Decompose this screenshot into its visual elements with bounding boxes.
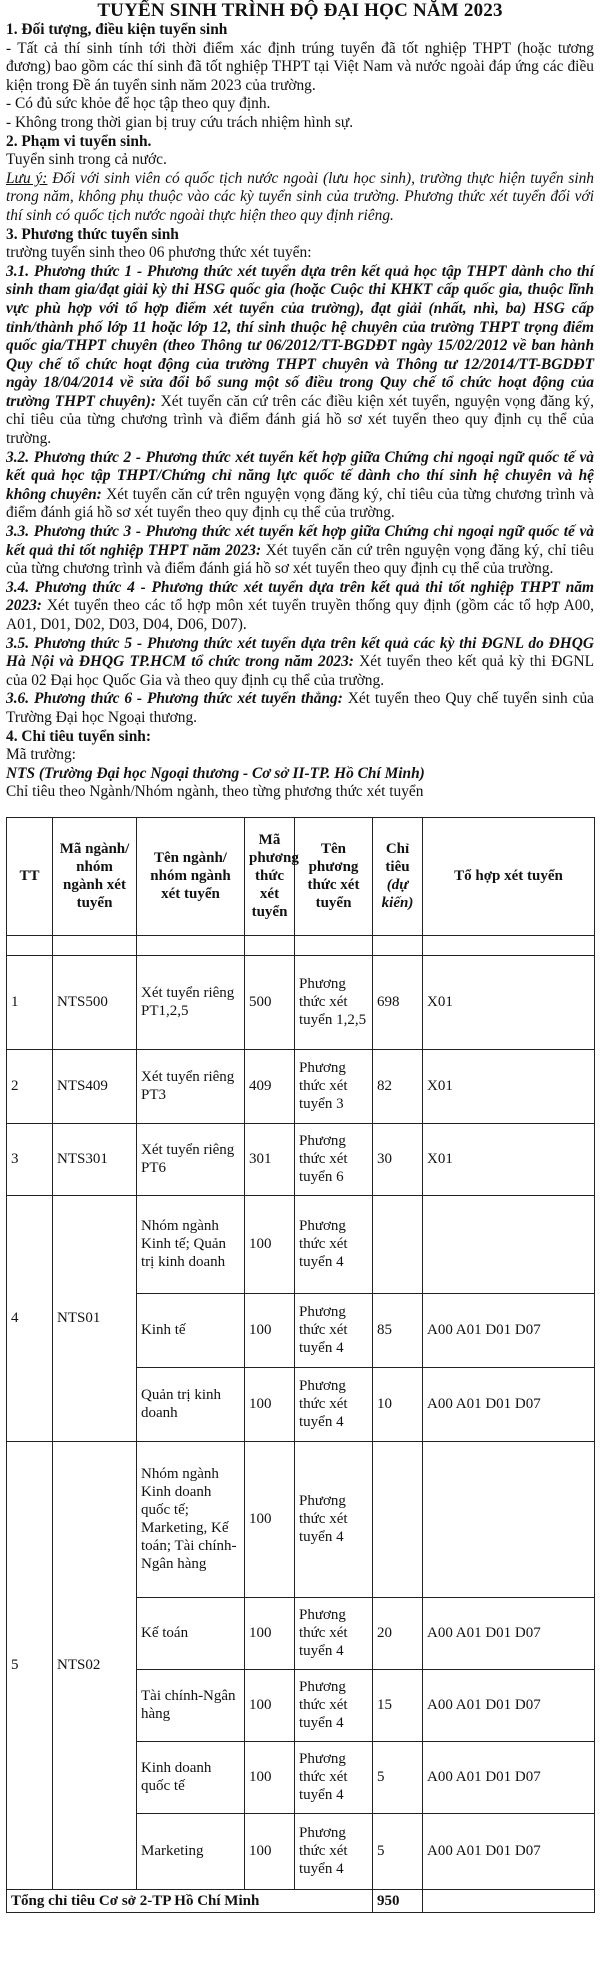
cell-major-name: Kinh doanh quốc tế [137, 1741, 245, 1813]
cell-method-code: 100 [245, 1367, 295, 1441]
cell-quota: 82 [373, 1049, 423, 1123]
table-spacer-row [7, 935, 595, 955]
section-3-heading: 3. Phương thức tuyển sinh [6, 225, 179, 243]
section-2-note [6, 170, 594, 226]
method-4 [6, 579, 594, 635]
cell-tt: 2 [7, 1049, 53, 1123]
cell-method-code: 100 [245, 1293, 295, 1367]
cell-quota: 20 [373, 1597, 423, 1669]
cell-major-name: Nhóm ngành Kinh doanh quốc tế; Marketing, Kế toán; Tài chính-Ngân hàng [137, 1441, 245, 1597]
cell-combination: A00 A01 D01 D07 [423, 1597, 595, 1669]
method-4-text: Xét tuyển theo các tổ hợp môn xét tuyển truyền thống quy định (gồm các tổ hợp A00, A01, D01, D02, D03, D04, D06, D07). [6, 597, 594, 633]
table-total-row [7, 1889, 595, 1912]
method-1-text: Xét tuyển căn cứ trên các điều kiện xét tuyển, nguyện vọng đăng ký, chỉ tiêu của từng chương trình và điểm đánh giá hồ sơ xét tuyển theo quy định cụ thể của trường. [6, 392, 594, 448]
method-5-text: Xét tuyển theo kết quả kỳ thi ĐGNL của 02 Đại học Quốc Gia và theo quy định cụ thể của trường. [6, 653, 594, 689]
cell-quota: 15 [373, 1669, 423, 1741]
cell-method-code: 301 [245, 1123, 295, 1195]
cell-tt: 1 [7, 955, 53, 1049]
cell-tt: 5 [7, 1441, 53, 1889]
cell-method-name: Phương thức xét tuyển 6 [295, 1123, 373, 1195]
cell-major-code: NTS301 [53, 1123, 137, 1195]
section-1-paragraph-1: - Tất cả thí sinh tính tới thời điểm xác định trúng tuyển đã tốt nghiệp THPT (hoặc tương đương) bao gồm các thí sinh đã tốt nghiệp THPT tại Việt Nam và nước ngoài đáp ứng các điều kiện trong Đề án tuyển sinh năm 2023 của trường. [6, 39, 594, 94]
header-quota-sub: (dự kiến) [381, 877, 414, 912]
cell-method-name: Phương thức xét tuyển 3 [295, 1049, 373, 1123]
cell-method-name: Phương thức xét tuyển 4 [295, 1669, 373, 1741]
table-row-group [7, 1441, 595, 1597]
header-method-name: Tên phương thức xét tuyển [295, 817, 373, 935]
header-combination: Tổ hợp xét tuyển [423, 817, 595, 935]
cell-major-name: Kế toán [137, 1597, 245, 1669]
table-row [7, 955, 595, 1049]
cell-quota: 5 [373, 1741, 423, 1813]
cell-quota [373, 1441, 423, 1597]
cell-method-code: 100 [245, 1813, 295, 1889]
cell-method-code: 500 [245, 955, 295, 1049]
cell-method-name: Phương thức xét tuyển 4 [295, 1813, 373, 1889]
method-5-title: 3.5. Phương thức 5 - Phương thức xét tuyển dựa trên kết quả các kỳ thi ĐGNL do ĐHQG Hà Nội và ĐHQG TP.HCM tổ chức trong năm 2023: [6, 634, 594, 671]
section-1-heading: 1. Đối tượng, điều kiện tuyển sinh [6, 21, 228, 38]
cell-method-code: 100 [245, 1195, 295, 1293]
cell-method-code: 100 [245, 1597, 295, 1669]
method-6-title: 3.6. Phương thức 6 - Phương thức xét tuyển thẳng: [6, 690, 343, 708]
method-2-title: 3.2. Phương thức 2 - Phương thức xét tuyển kết hợp giữa Chứng chỉ ngoại ngữ quốc tế và kết quả học tập THPT/Chứng chỉ năng lực quốc tế dành cho thí sinh hệ chuyên và hệ không chuyên: [6, 448, 594, 503]
cell-major-code: NTS01 [53, 1195, 137, 1441]
cell-major-code: NTS500 [53, 955, 137, 1049]
cell-method-code: 100 [245, 1669, 295, 1741]
cell-combination: A00 A01 D01 D07 [423, 1741, 595, 1813]
method-4-title: 3.4. Phương thức 4 - Phương thức xét tuyển dựa trên kết quả thi tốt nghiệp THPT năm 2023: [6, 578, 594, 615]
cell-quota: 85 [373, 1293, 423, 1367]
cell-major-name: Marketing [137, 1813, 245, 1889]
method-3 [6, 523, 594, 579]
header-quota [373, 817, 423, 935]
campus-name: NTS (Trường Đại học Ngoại thương - Cơ sở II-TP. Hồ Chí Minh) [6, 764, 425, 782]
cell-combination: A00 A01 D01 D07 [423, 1813, 595, 1889]
total-empty-cell [423, 1889, 595, 1912]
header-major-code: Mã ngành/ nhóm ngành xét tuyển [53, 817, 137, 935]
method-3-text: Xét tuyển căn cứ trên nguyện vọng đăng ký, chỉ tiêu của từng chương trình và điểm đánh giá hồ sơ xét tuyển theo quy định cụ thể của trường. [6, 541, 594, 578]
cell-method-name: Phương thức xét tuyển 1,2,5 [295, 955, 373, 1049]
cell-combination: X01 [423, 1123, 595, 1195]
quota-table [6, 817, 595, 1913]
total-label: Tổng chỉ tiêu Cơ sở 2-TP Hồ Chí Minh [7, 1889, 373, 1912]
total-value: 950 [373, 1889, 423, 1912]
table-row-group [7, 1195, 595, 1293]
header-major-name: Tên ngành/ nhóm ngành xét tuyển [137, 817, 245, 935]
table-row [7, 1049, 595, 1123]
cell-combination: A00 A01 D01 D07 [423, 1293, 595, 1367]
method-6 [6, 690, 594, 727]
cell-major-name: Xét tuyển riêng PT3 [137, 1049, 245, 1123]
cell-major-name: Quản trị kinh doanh [137, 1367, 245, 1441]
method-5 [6, 635, 594, 691]
cell-method-name: Phương thức xét tuyển 4 [295, 1597, 373, 1669]
table-header-row [7, 817, 595, 935]
section-1-paragraph-2: - Có đủ sức khỏe để học tập theo quy định. [6, 95, 271, 113]
table-row [7, 1123, 595, 1195]
method-1 [6, 263, 594, 449]
school-code-label: Mã trường: [6, 746, 76, 764]
cell-method-name: Phương thức xét tuyển 4 [295, 1293, 373, 1367]
section-2-paragraph-1: Tuyển sinh trong cả nước. [6, 151, 167, 169]
cell-combination: A00 A01 D01 D07 [423, 1669, 595, 1741]
method-1-title: 3.1. Phương thức 1 - Phương thức xét tuyển dựa trên kết quả học tập THPT dành cho thí sinh tham gia/đạt giải kỳ thi HSG quốc gia (hoặc Cuộc thi KHKT cấp quốc gia, thuộc lĩnh vực phù hợp với tổ hợp điểm xét tuyển của trường), đạt giải (nhất, nhì, ba) HSG cấp tỉnh/thành phố lớp 11 hoặc lớp 12, thí sinh thuộc hệ chuyên của trường THPT trọng điểm quốc gia/THPT chuyên (theo Thông tư 06/2012/TT-BGDĐT ngày 15/02/2012 về ban hành Quy chế tổ chức hoạt động của trường THPT chuyên và Thông tư 12/2014/TT-BGDĐT ngày 18/04/2014 về sửa đổi bổ sung một số điều trong Quy chế tổ chức hoạt động của trường THPT chuyên): [6, 262, 594, 410]
cell-tt: 3 [7, 1123, 53, 1195]
cell-quota [373, 1195, 423, 1293]
cell-method-code: 409 [245, 1049, 295, 1123]
cell-major-name: Tài chính-Ngân hàng [137, 1669, 245, 1741]
cell-method-name: Phương thức xét tuyển 4 [295, 1195, 373, 1293]
cell-major-name: Kinh tế [137, 1293, 245, 1367]
section-4-heading: 4. Chỉ tiêu tuyển sinh: [6, 727, 151, 745]
section-1-paragraph-3: - Không trong thời gian bị truy cứu trách nhiệm hình sự. [6, 113, 354, 131]
header-method-code: Mã phương thức xét tuyển [245, 817, 295, 935]
note-text: Đối với sinh viên có quốc tịch nước ngoài (lưu học sinh), trường thực hiện tuyển sinh trong năm, không phụ thuộc vào các kỳ tuyển sinh của trường. Phương thức xét tuyển đối với thí sinh có quốc tịch nước ngoài thực hiện theo quy định riêng. [6, 169, 594, 224]
page-title: TUYỂN SINH TRÌNH ĐỘ ĐẠI HỌC NĂM 2023 [97, 0, 503, 21]
cell-combination: A00 A01 D01 D07 [423, 1367, 595, 1441]
header-quota-main: Chỉ tiêu [385, 841, 410, 876]
cell-quota: 698 [373, 955, 423, 1049]
cell-combination [423, 1441, 595, 1597]
cell-combination: X01 [423, 1049, 595, 1123]
method-2-text: Xét tuyển căn cứ trên nguyện vọng đăng ký, chỉ tiêu của từng chương trình và điểm đánh giá hồ sơ xét tuyển theo quy định cụ thể của trường. [6, 485, 594, 522]
cell-method-name: Phương thức xét tuyển 4 [295, 1441, 373, 1597]
note-label: Lưu ý: [6, 169, 48, 187]
cell-quota: 30 [373, 1123, 423, 1195]
header-tt: TT [7, 817, 53, 935]
cell-quota: 10 [373, 1367, 423, 1441]
method-3-title: 3.3. Phương thức 3 - Phương thức xét tuyển kết hợp giữa Chứng chỉ ngoại ngữ quốc tế và kết quả thi tốt nghiệp THPT năm 2023: [6, 523, 594, 559]
cell-major-name: Nhóm ngành Kinh tế; Quản trị kinh doanh [137, 1195, 245, 1293]
cell-major-name: Xét tuyển riêng PT1,2,5 [137, 955, 245, 1049]
cell-major-code: NTS02 [53, 1441, 137, 1889]
cell-method-code: 100 [245, 1441, 295, 1597]
cell-tt: 4 [7, 1195, 53, 1441]
cell-combination: X01 [423, 955, 595, 1049]
cell-method-name: Phương thức xét tuyển 4 [295, 1741, 373, 1813]
cell-major-name: Xét tuyển riêng PT6 [137, 1123, 245, 1195]
cell-method-code: 100 [245, 1741, 295, 1813]
method-6-text: Xét tuyển theo Quy chế tuyển sinh của Trường Đại học Ngoại thương. [6, 690, 594, 726]
cell-major-code: NTS409 [53, 1049, 137, 1123]
cell-quota: 5 [373, 1813, 423, 1889]
cell-combination [423, 1195, 595, 1293]
section-3-intro: trường tuyển sinh theo 06 phương thức xét tuyển: [6, 244, 312, 262]
table-subtitle: Chỉ tiêu theo Ngành/Nhóm ngành, theo từng phương thức xét tuyển [6, 783, 424, 801]
method-2 [6, 449, 594, 523]
cell-method-name: Phương thức xét tuyển 4 [295, 1367, 373, 1441]
section-2-heading: 2. Phạm vi tuyển sinh. [6, 132, 152, 150]
